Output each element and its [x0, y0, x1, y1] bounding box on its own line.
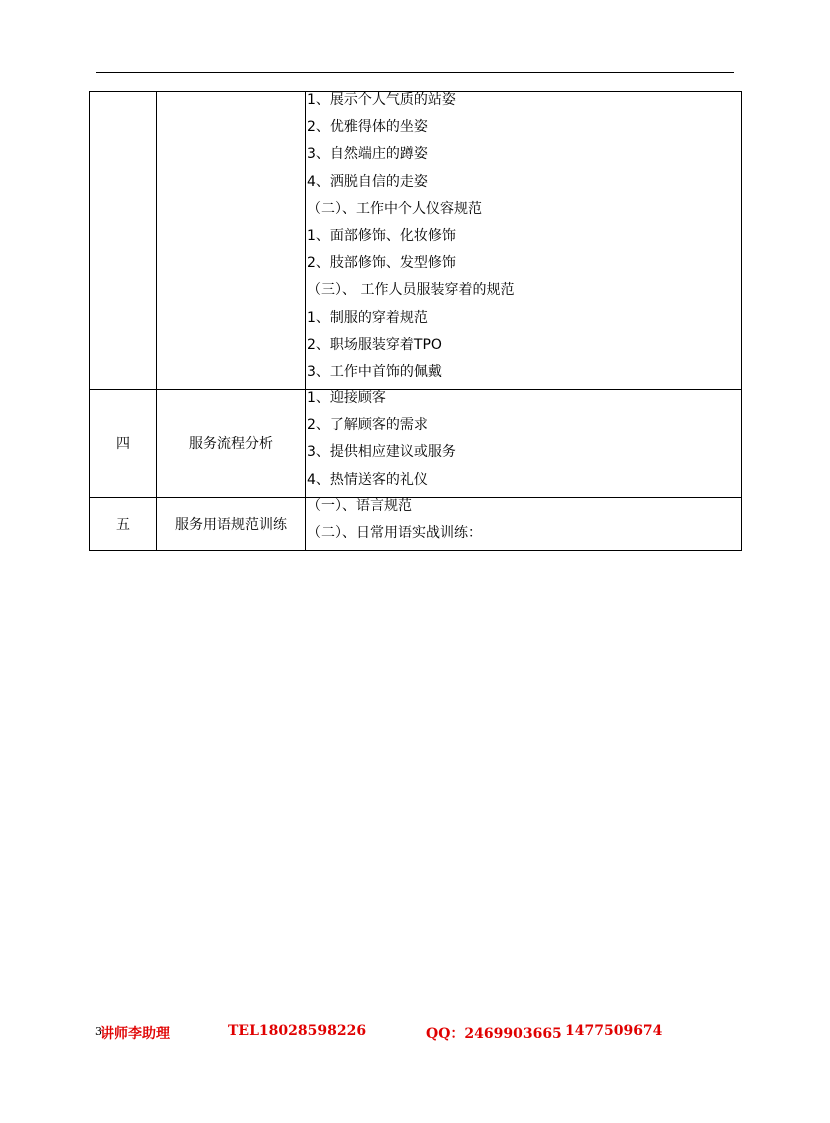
list-item: 1、制服的穿着规范: [307, 309, 428, 326]
row-index: 四: [90, 390, 157, 498]
list-item: 2、肢部修饰、发型修饰: [307, 255, 456, 272]
page-footer: [0, 1023, 830, 1045]
list-item: 3、提供相应建议或服务: [307, 444, 456, 461]
list-item: 1、面部修饰、化妆修饰: [307, 227, 456, 244]
list-item: 1、迎接顾客: [307, 390, 386, 407]
list-item: 2、职场服装穿着TPO: [307, 336, 442, 353]
list-item: 3、自然端庄的蹲姿: [307, 146, 428, 163]
footer-qq: QQ：2469903665: [426, 1026, 562, 1042]
list-item: 2、优雅得体的坐姿: [307, 119, 428, 136]
row-items: [306, 92, 742, 390]
list-item: （三）、 工作人员服装穿着的规范: [307, 282, 515, 299]
page-number: 3: [95, 1025, 102, 1038]
row-index: [90, 92, 157, 390]
footer-tel: TEL18028598226: [228, 1023, 367, 1039]
table-row: [90, 92, 742, 390]
table-row: [90, 497, 742, 550]
row-index: 五: [90, 497, 157, 550]
row-items: [306, 390, 742, 498]
list-item: （一）、语言规范: [307, 497, 412, 514]
list-item: 4、洒脱自信的走姿: [307, 173, 428, 190]
list-item: 4、热情送客的礼仪: [307, 471, 428, 488]
row-topic: 服务流程分析: [157, 390, 306, 498]
list-item: 2、了解顾客的需求: [307, 417, 428, 434]
list-item: 1、展示个人气质的站姿: [307, 92, 456, 108]
table-row: [90, 390, 742, 498]
row-items: [306, 497, 742, 550]
header-rule: [96, 72, 734, 73]
course-outline-table: [89, 91, 742, 551]
footer-mobile: 1477509674: [565, 1023, 663, 1039]
list-item: （二）、日常用语实战训练：: [307, 525, 482, 541]
list-item: 3、工作中首饰的佩戴: [307, 363, 442, 380]
footer-assistant: 讲师李助理: [100, 1026, 170, 1042]
row-topic: [157, 92, 306, 390]
list-item: （二）、工作中个人仪容规范: [307, 200, 482, 217]
row-topic: 服务用语规范训练: [157, 497, 306, 550]
